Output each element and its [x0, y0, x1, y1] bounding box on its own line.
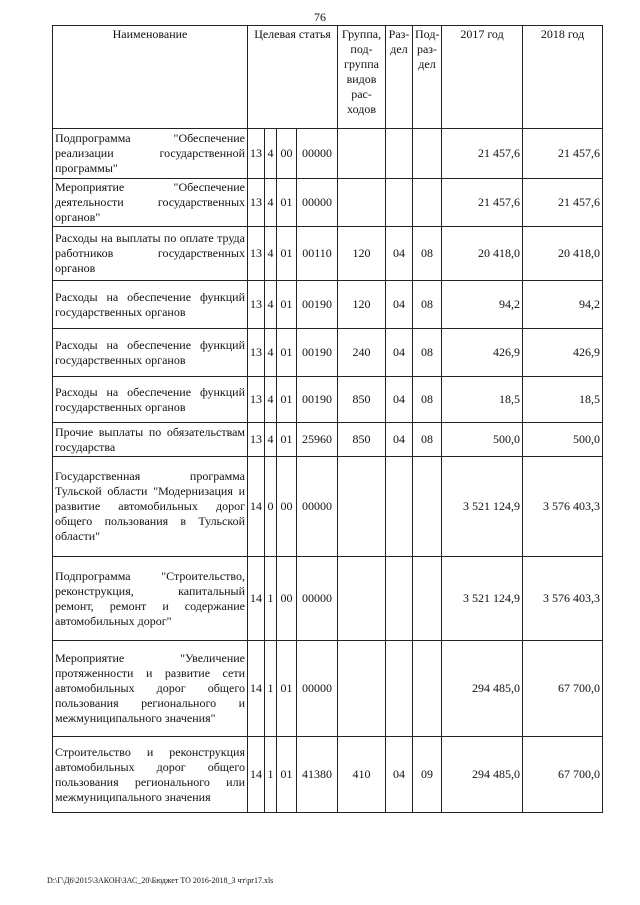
- header-name: Наименование: [53, 26, 248, 129]
- row-name: Подпрограмма "Строительство, реконструкция, капитальный ремонт, ремонт и содержание автомобильных дорог": [53, 557, 248, 641]
- row-section: 04: [386, 377, 413, 423]
- header-2017: 2017 год: [442, 26, 523, 129]
- row-target-code-3: 01: [277, 179, 297, 227]
- row-target-code-2: 4: [265, 423, 277, 457]
- row-amount-2017: 21 457,6: [442, 129, 523, 179]
- row-target-code-2: 1: [265, 737, 277, 813]
- row-target-code-2: 4: [265, 179, 277, 227]
- row-amount-2017: 94,2: [442, 281, 523, 329]
- row-target-code-3: 01: [277, 377, 297, 423]
- row-target-code-4: 00000: [297, 129, 338, 179]
- row-target-code-4: 00110: [297, 227, 338, 281]
- row-name: Расходы на обеспечение функций государственных органов: [53, 281, 248, 329]
- budget-table: [52, 25, 603, 813]
- row-amount-2017: 3 521 124,9: [442, 557, 523, 641]
- row-section: [386, 179, 413, 227]
- row-section: 04: [386, 227, 413, 281]
- row-target-code-1: 13: [248, 179, 265, 227]
- row-amount-2017: 294 485,0: [442, 737, 523, 813]
- row-group: [338, 457, 386, 557]
- row-target-code-2: 4: [265, 329, 277, 377]
- row-amount-2018: 3 576 403,3: [523, 457, 603, 557]
- row-group: 850: [338, 423, 386, 457]
- row-section: [386, 557, 413, 641]
- row-amount-2018: 20 418,0: [523, 227, 603, 281]
- row-target-code-2: 1: [265, 641, 277, 737]
- row-target-code-1: 13: [248, 227, 265, 281]
- row-target-code-1: 14: [248, 457, 265, 557]
- row-subsection: 08: [413, 377, 442, 423]
- row-target-code-4: 00000: [297, 457, 338, 557]
- row-group: 240: [338, 329, 386, 377]
- row-target-code-4: 41380: [297, 737, 338, 813]
- row-section: [386, 129, 413, 179]
- table-row: [53, 227, 603, 281]
- row-target-code-4: 25960: [297, 423, 338, 457]
- row-target-code-3: 01: [277, 737, 297, 813]
- row-amount-2018: 67 700,0: [523, 737, 603, 813]
- row-name: Прочие выплаты по обязательствам государства: [53, 423, 248, 457]
- row-subsection: [413, 129, 442, 179]
- row-subsection: 08: [413, 227, 442, 281]
- row-section: 04: [386, 423, 413, 457]
- row-subsection: [413, 641, 442, 737]
- row-target-code-4: 00000: [297, 179, 338, 227]
- row-target-code-3: 00: [277, 457, 297, 557]
- row-target-code-1: 13: [248, 129, 265, 179]
- row-group: [338, 129, 386, 179]
- header-group: Группа, под-группа видов рас-ходов: [338, 26, 386, 129]
- row-group: [338, 641, 386, 737]
- row-section: [386, 457, 413, 557]
- row-target-code-2: 4: [265, 129, 277, 179]
- row-amount-2018: 21 457,6: [523, 129, 603, 179]
- row-group: 410: [338, 737, 386, 813]
- row-amount-2018: 21 457,6: [523, 179, 603, 227]
- header-target: Целевая статья: [248, 26, 338, 129]
- row-target-code-3: 01: [277, 281, 297, 329]
- row-target-code-4: 00000: [297, 557, 338, 641]
- row-target-code-1: 14: [248, 641, 265, 737]
- row-target-code-2: 1: [265, 557, 277, 641]
- row-subsection: 08: [413, 423, 442, 457]
- row-target-code-2: 4: [265, 281, 277, 329]
- row-amount-2017: 294 485,0: [442, 641, 523, 737]
- row-target-code-4: 00190: [297, 281, 338, 329]
- row-name: Расходы на обеспечение функций государственных органов: [53, 377, 248, 423]
- row-amount-2018: 18,5: [523, 377, 603, 423]
- row-target-code-2: 4: [265, 377, 277, 423]
- file-path-footer: D:\Г\Д6\2015\ЗАКОН\ЗАС_20\Бюджет ТО 2016-2018_3 чт\рr17.xls: [47, 876, 274, 885]
- row-amount-2018: 500,0: [523, 423, 603, 457]
- row-amount-2017: 426,9: [442, 329, 523, 377]
- row-section: 04: [386, 281, 413, 329]
- row-name: Мероприятие "Обеспечение деятельности государственных органов": [53, 179, 248, 227]
- row-subsection: 08: [413, 329, 442, 377]
- row-target-code-2: 4: [265, 227, 277, 281]
- row-amount-2017: 3 521 124,9: [442, 457, 523, 557]
- row-amount-2018: 426,9: [523, 329, 603, 377]
- row-name: Строительство и реконструкция автомобильных дорог общего пользования регионального или межмуниципального значения: [53, 737, 248, 813]
- table-row: [53, 423, 603, 457]
- row-target-code-3: 01: [277, 641, 297, 737]
- row-section: 04: [386, 329, 413, 377]
- row-group: 120: [338, 281, 386, 329]
- row-subsection: 08: [413, 281, 442, 329]
- row-target-code-2: 0: [265, 457, 277, 557]
- row-subsection: [413, 179, 442, 227]
- table-row: [53, 329, 603, 377]
- row-target-code-1: 14: [248, 737, 265, 813]
- row-name: Мероприятие "Увеличение протяженности и развитие сети автомобильных дорог общего пользования регионального и межмуниципального значения": [53, 641, 248, 737]
- row-target-code-3: 01: [277, 329, 297, 377]
- row-group: 850: [338, 377, 386, 423]
- row-name: Подпрограмма "Обеспечение реализации государственной программы": [53, 129, 248, 179]
- table-row: [53, 377, 603, 423]
- row-group: [338, 179, 386, 227]
- row-target-code-4: 00190: [297, 329, 338, 377]
- row-target-code-4: 00000: [297, 641, 338, 737]
- row-target-code-1: 14: [248, 557, 265, 641]
- page-number: 76: [314, 10, 326, 24]
- row-target-code-1: 13: [248, 329, 265, 377]
- table-row: [53, 557, 603, 641]
- row-target-code-3: 00: [277, 557, 297, 641]
- row-name: Государственная программа Тульской области "Модернизация и развитие автомобильных дорог общего пользования в Тульской области": [53, 457, 248, 557]
- row-target-code-3: 01: [277, 227, 297, 281]
- table-row: [53, 179, 603, 227]
- row-target-code-1: 13: [248, 281, 265, 329]
- row-section: 04: [386, 737, 413, 813]
- row-amount-2018: 94,2: [523, 281, 603, 329]
- header-section: Раз-дел: [386, 26, 413, 129]
- table-row: [53, 457, 603, 557]
- row-name: Расходы на обеспечение функций государственных органов: [53, 329, 248, 377]
- header-2018: 2018 год: [523, 26, 603, 129]
- table-row: [53, 737, 603, 813]
- row-amount-2018: 67 700,0: [523, 641, 603, 737]
- header-subsection: Под-раз-дел: [413, 26, 442, 129]
- row-target-code-3: 00: [277, 129, 297, 179]
- row-section: [386, 641, 413, 737]
- row-name: Расходы на выплаты по оплате труда работников государственных органов: [53, 227, 248, 281]
- row-group: [338, 557, 386, 641]
- table-row: [53, 281, 603, 329]
- table-row: [53, 641, 603, 737]
- table-row: [53, 129, 603, 179]
- row-amount-2017: 20 418,0: [442, 227, 523, 281]
- row-amount-2017: 18,5: [442, 377, 523, 423]
- row-amount-2017: 500,0: [442, 423, 523, 457]
- row-subsection: 09: [413, 737, 442, 813]
- row-group: 120: [338, 227, 386, 281]
- row-amount-2017: 21 457,6: [442, 179, 523, 227]
- row-subsection: [413, 557, 442, 641]
- row-target-code-4: 00190: [297, 377, 338, 423]
- row-subsection: [413, 457, 442, 557]
- row-amount-2018: 3 576 403,3: [523, 557, 603, 641]
- row-target-code-1: 13: [248, 423, 265, 457]
- row-target-code-1: 13: [248, 377, 265, 423]
- row-target-code-3: 01: [277, 423, 297, 457]
